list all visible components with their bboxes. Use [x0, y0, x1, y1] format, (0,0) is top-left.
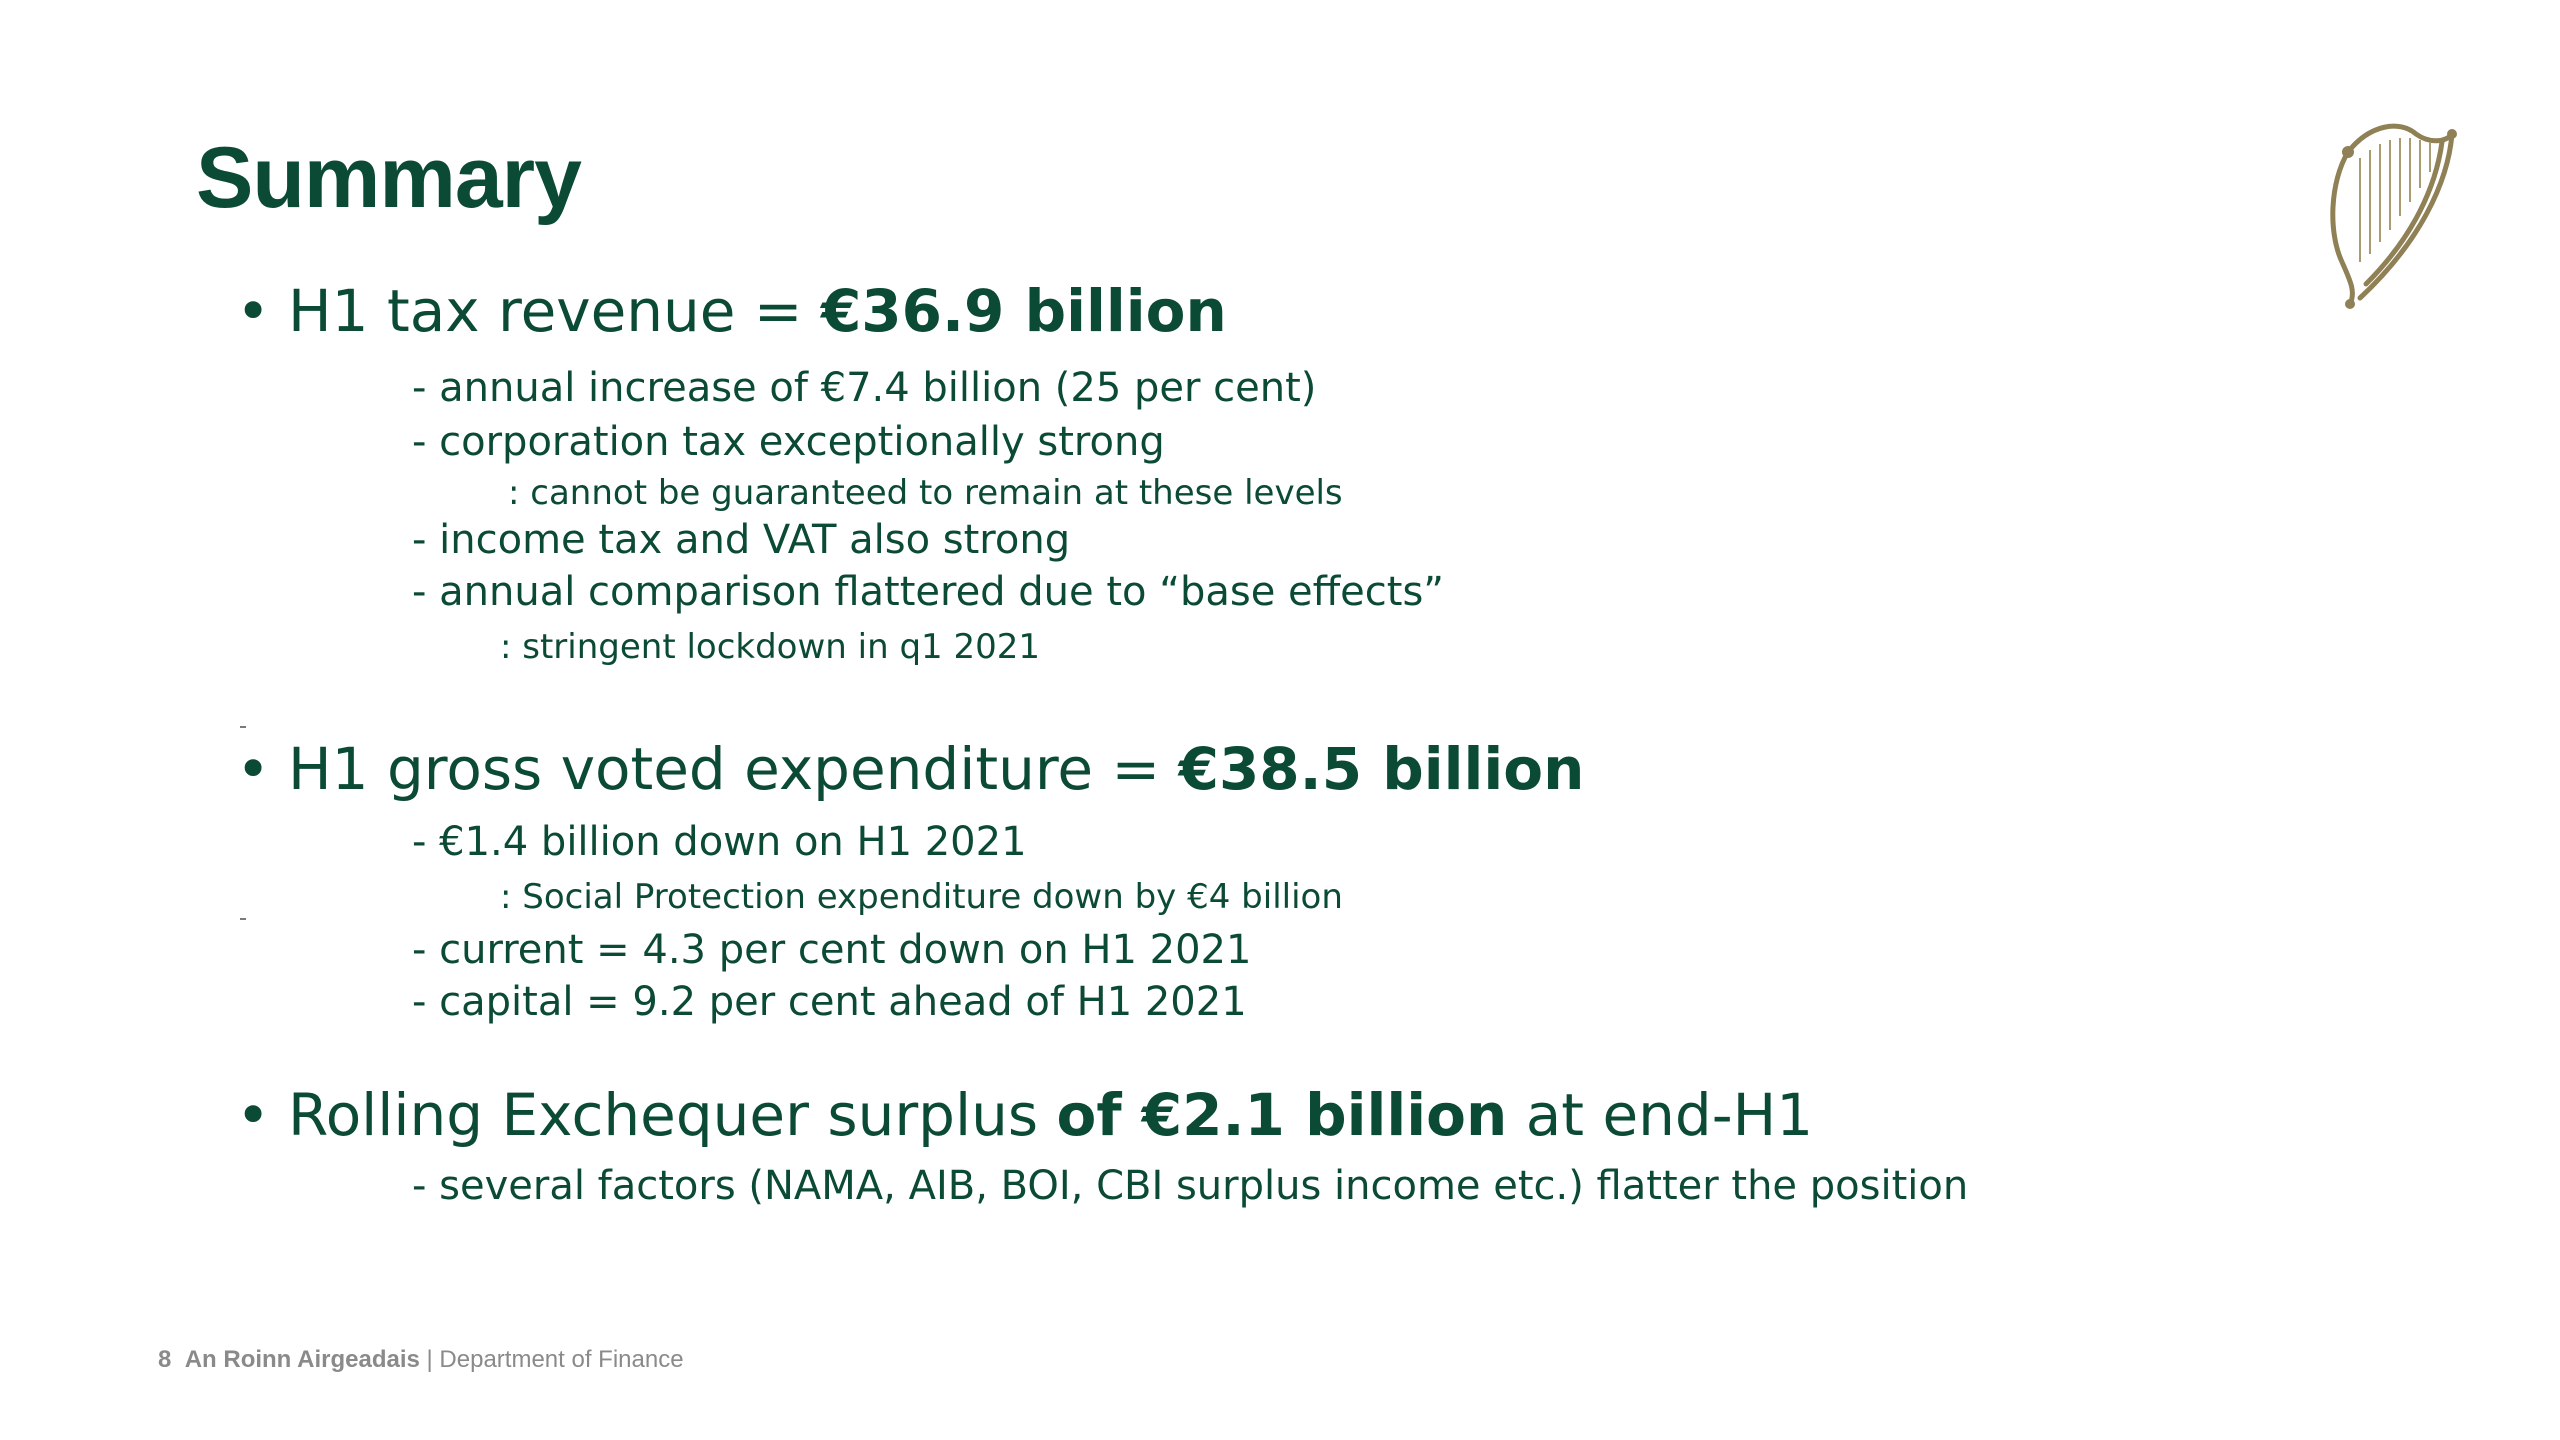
footer-irish-name: An Roinn Airgeadais	[184, 1346, 420, 1373]
sub-item: - annual comparison flattered due to “base effects”	[412, 569, 1445, 615]
sub-item: - capital = 9.2 per cent ahead of H1 2021	[412, 979, 1247, 1025]
sub-sub-item: : cannot be guaranteed to remain at these levels	[508, 473, 1343, 513]
sub-item: - annual increase of €7.4 billion (25 per cent)	[412, 365, 1317, 411]
stray-mark	[240, 726, 246, 728]
slide-title: Summary	[196, 130, 581, 226]
stray-mark	[240, 918, 246, 920]
harp-icon	[2320, 112, 2460, 312]
footer	[158, 1346, 684, 1374]
footer-separator: |	[426, 1346, 433, 1373]
bullet-dot: •	[236, 735, 271, 803]
sub-item: - current = 4.3 per cent down on H1 2021	[412, 927, 1252, 973]
bullet-text: H1 gross voted expenditure = €38.5 billion	[288, 735, 1585, 803]
bullet-dot: •	[236, 1081, 271, 1149]
bullet-dot: •	[236, 277, 271, 345]
sub-item: - €1.4 billion down on H1 2021	[412, 819, 1027, 865]
sub-item: - several factors (NAMA, AIB, BOI, CBI surplus income etc.) flatter the position	[412, 1163, 1969, 1209]
sub-sub-item: : stringent lockdown in q1 2021	[500, 627, 1040, 667]
sub-item: - corporation tax exceptionally strong	[412, 419, 1165, 465]
bullet-text: H1 tax revenue = €36.9 billion	[288, 277, 1227, 345]
sub-sub-item: : Social Protection expenditure down by €4 billion	[500, 877, 1343, 917]
page-number: 8	[158, 1346, 172, 1373]
bullet-text: Rolling Exchequer surplus of €2.1 billion at end-H1	[288, 1081, 1814, 1149]
sub-item: - income tax and VAT also strong	[412, 517, 1071, 563]
footer-english-name: Department of Finance	[439, 1346, 684, 1373]
